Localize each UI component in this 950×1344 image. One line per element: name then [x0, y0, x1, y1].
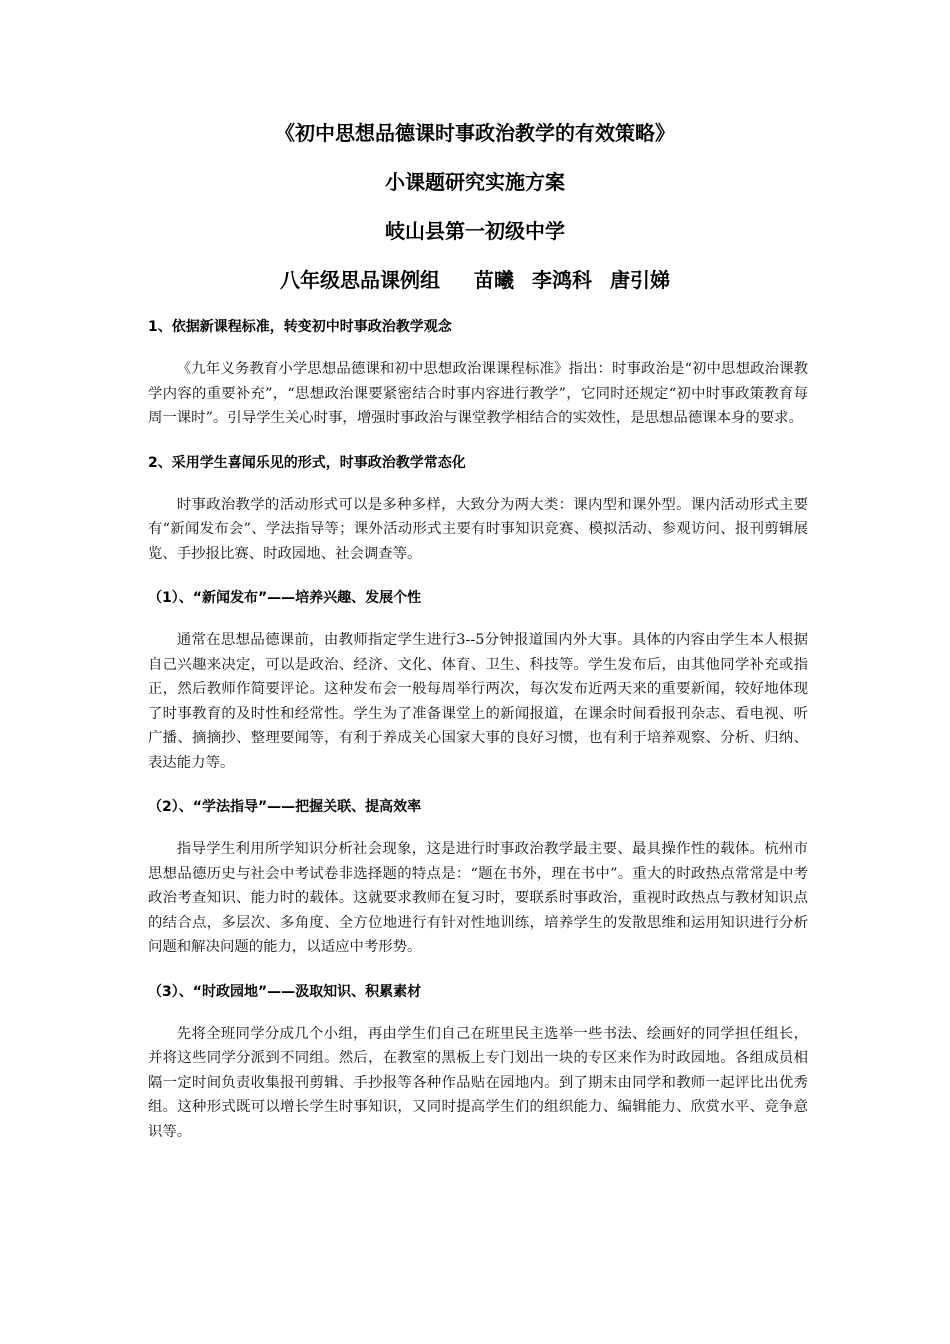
school-name: 岐山县第一初级中学 — [385, 219, 565, 243]
section-heading-2: 2、采用学生喜闻乐见的形式，时事政治教学常态化 — [148, 454, 466, 471]
subsection-heading-garden: （3）、“时政园地”——汲取知识、积累素材 — [148, 983, 422, 1000]
subsection-paragraph-news: 通常在思想品德课前，由教师指定学生进行3--5分钟报道国内外大事。具体的内容由学生本人根据自己兴趣来决定，可以是政治、经济、文化、体育、卫生、科技等。学生发布后，由其他同学补充或指正，然后教师作简要评论。这种发布会一般每周举行两次，每次发布近两天来的重要新闻，较好地体现了时事教育的及时性和经常性。学生为了准备课堂上的新闻报道，在课余时间看报刊杂志、看电视、听广播、摘摘抄、整理要闻等，有利于养成关心国家大事的良好习惯，也有利于培养观察、分析、归纳、表达能力等。 — [148, 632, 808, 771]
subsection-heading-news: （1）、“新闻发布”——培养兴趣、发展个性 — [148, 590, 422, 606]
subsection-paragraph-method: 指导学生利用所学知识分析社会现象，这是进行时事政治教学最主要、最具操作性的载体。杭州市思想品德历史与社会中考试卷非选择题的特点是：“题在书外，理在书中”。重大的时政热点常常是中考政治考查知识、能力时的载体。这就要求教师在复习时，要联系时事政治，重视时政热点与教材知识点的结合点，多层次、多角度、全方位地进行有针对性地训练，培养学生的发散思维和运用知识进行分析问题和解决问题的能力，以适应中考形势。 — [148, 841, 808, 955]
subsection-paragraph-garden: 先将全班同学分成几个小组，再由学生们自己在班里民主选举一些书法、绘画好的同学担任组长，并将这些同学分派到不同组。然后，在教室的黑板上专门划出一块的专区来作为时政园地。各组成员相隔一定时间负责收集报刊剪辑、手抄报等各种作品贴在园地内。到了期末由同学和教师一起评比出优秀组。这种形式既可以增长学生时事知识，又同时提高学生们的组织能力、编辑能力、欣赏水平、竞争意识等。 — [148, 1025, 808, 1140]
group-name: 八年级思品课例组 — [280, 268, 440, 292]
document-title: 《初中思想品德课时事政治教学的有效策略》 — [275, 121, 675, 145]
author-line — [0, 265, 950, 295]
subsection-heading-method: （2）、“学法指导”——把握关联、提高效率 — [148, 799, 422, 815]
section-paragraph-2: 时事政治教学的活动形式可以是多种多样，大致分为两大类：课内型和课外型。课内活动形式主要有“新闻发布会”、学法指导等；课外活动形式主要有时事知识竞赛、模拟活动、参观访问、报刊剪辑展览、手抄报比赛、时政园地、社会调查等。 — [148, 496, 808, 562]
author-name: 苗曦 — [474, 268, 514, 292]
author-name: 李鸿科 — [532, 268, 592, 292]
document-body — [148, 316, 808, 1165]
document-subtitle: 小课题研究实施方案 — [385, 170, 565, 194]
section-paragraph-1: 《九年义务教育小学思想品德课和初中思想政治课课程标准》指出：时事政治是“初中思想政治课教学内容的重要补充”，“思想政治课要紧密结合时事内容进行教学”，它同时还规定“初中时事政策教育每周一课时”。引导学生关心时事，增强时事政治与课堂教学相结合的实效性，是思想品德课本身的要求。 — [148, 361, 808, 426]
section-heading-1: 1、依据新课程标准，转变初中时事政治教学观念 — [148, 319, 452, 335]
author-name: 唐引娣 — [610, 268, 670, 292]
title-block — [0, 118, 950, 314]
